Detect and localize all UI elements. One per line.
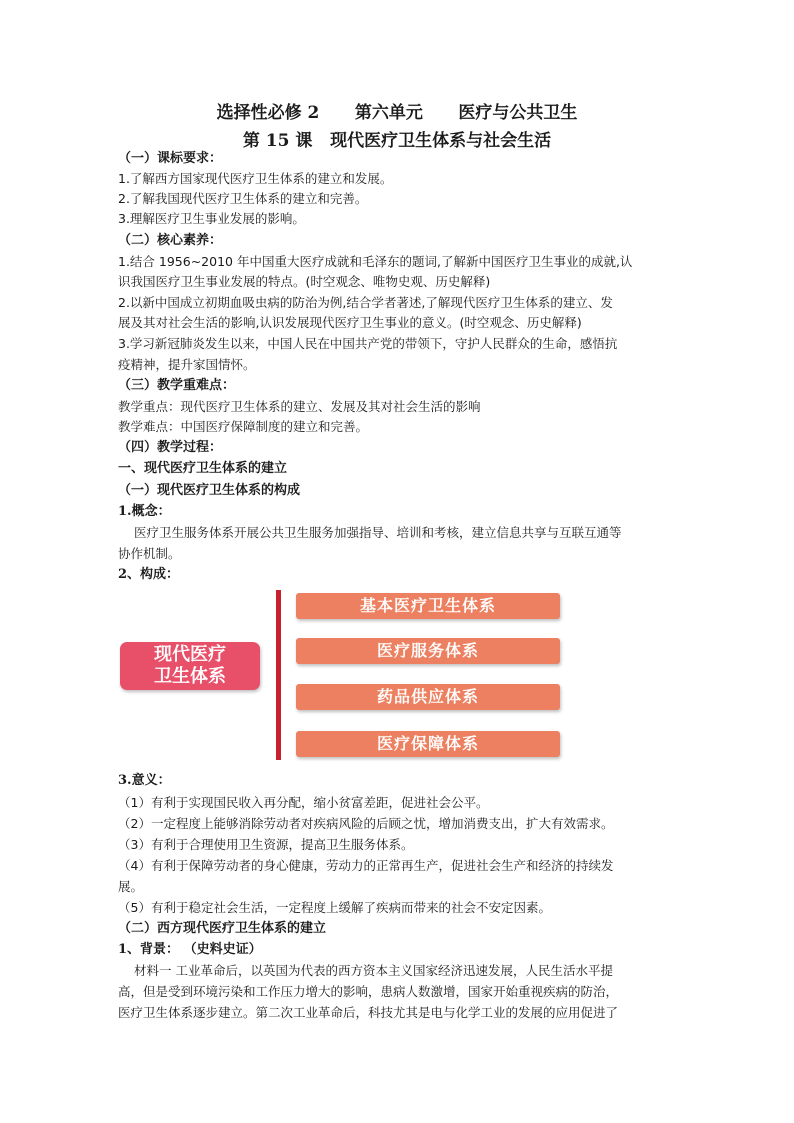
healthcare-system-diagram [118,590,568,762]
key-point-line: 教学难点：中国医疗保障制度的建立和完善。 [118,419,369,434]
diagram-center-text: 现代医疗 [154,644,226,665]
material-line: 材料一 工业革命后，以英国为代表的西方资本主义国家经济迅速发展，人民生活水平提 [134,963,613,978]
diagram-item-medical-security: 医疗保障体系 [296,731,560,757]
composition-label: 2、构成： [118,567,180,582]
literacy-line: 3.学习新冠肺炎发生以来，中国人民在中国共产党的带领下，守护人民群众的生命，感悟抗 [118,336,618,351]
diagram-item-medical-service: 医疗服务体系 [296,638,560,664]
diagram-connector-bar [276,590,281,760]
background-label: 1、背景： （史料史证） [118,942,262,957]
part1-subheading-composition: （一）现代医疗卫生体系的构成 [118,483,301,498]
section-heading-key-points: （三）教学重难点： [118,378,236,393]
curriculum-item: 3.理解医疗卫生事业发展的影响。 [118,211,305,226]
meaning-line: 展。 [118,879,144,894]
meaning-line: （2）一定程度上能够消除劳动者对疾病风险的后顾之忧，增加消费支出，扩大有效需求。 [118,816,614,831]
literacy-line: 展及其对社会生活的影响,认识发展现代医疗卫生事业的意义。(时空观念、历史解释) [118,315,582,330]
meaning-line: （3）有利于合理使用卫生资源，提高卫生服务体系。 [118,837,414,852]
concept-label: 1.概念： [118,504,171,519]
document-title-line2: 第 15 课 现代医疗卫生体系与社会生活 [242,131,552,151]
section-heading-literacy: （二）核心素养： [118,233,223,248]
meaning-label: 3.意义： [118,773,171,788]
meaning-line: （1）有利于实现国民收入再分配，缩小贫富差距，促进社会公平。 [118,795,489,810]
curriculum-item: 2.了解我国现代医疗卫生体系的建立和完善。 [118,191,368,206]
document-title-line1: 选择性必修 2 第六单元 医疗与公共卫生 [216,103,578,123]
part1-heading: 一、现代医疗卫生体系的建立 [118,461,288,476]
diagram-center-text: 卫生体系 [154,666,226,687]
literacy-line: 2.以新中国成立初期血吸虫病的防治为例,结合学者著述,了解现代医疗卫生体系的建立、发 [118,295,613,310]
diagram-item-basic-healthcare: 基本医疗卫生体系 [296,593,560,619]
section-heading-curriculum: （一）课标要求： [118,151,223,166]
concept-line: 协作机制。 [118,546,181,561]
material-line: 高，但是受到环境污染和工作压力增大的影响，患病人数激增，国家开始重视疾病的防治， [118,984,619,999]
meaning-line: （4）有利于保障劳动者的身心健康，劳动力的正常再生产，促进社会生产和经济的持续发 [118,858,614,873]
concept-line: 医疗卫生服务体系开展公共卫生服务加强指导、培训和考核，建立信息共享与互联互通等 [134,525,622,540]
curriculum-item: 1.了解西方国家现代医疗卫生体系的建立和发展。 [118,171,393,186]
diagram-center-box [120,642,260,690]
material-line: 医疗卫生体系逐步建立。第二次工业革命后，科技尤其是电与化学工业的发展的应用促进了 [118,1005,619,1020]
literacy-line: 1.结合 1956~2010 年中国重大医疗成就和毛泽东的题词,了解新中国医疗卫生事业的成就,认 [118,254,633,269]
part1-subheading-western: （二）西方现代医疗卫生体系的建立 [118,921,327,936]
section-heading-process: （四）教学过程： [118,440,223,455]
diagram-item-drug-supply: 药品供应体系 [296,684,560,710]
literacy-line: 疫精神，提升家国情怀。 [118,357,256,372]
literacy-line: 识我国医疗卫生事业发展的特点。(时空观念、唯物史观、历史解释) [118,274,491,289]
key-point-line: 教学重点：现代医疗卫生体系的建立、发展及其对社会生活的影响 [118,399,481,414]
meaning-line: （5）有利于稳定社会生活，一定程度上缓解了疾病而带来的社会不安定因素。 [118,900,551,915]
